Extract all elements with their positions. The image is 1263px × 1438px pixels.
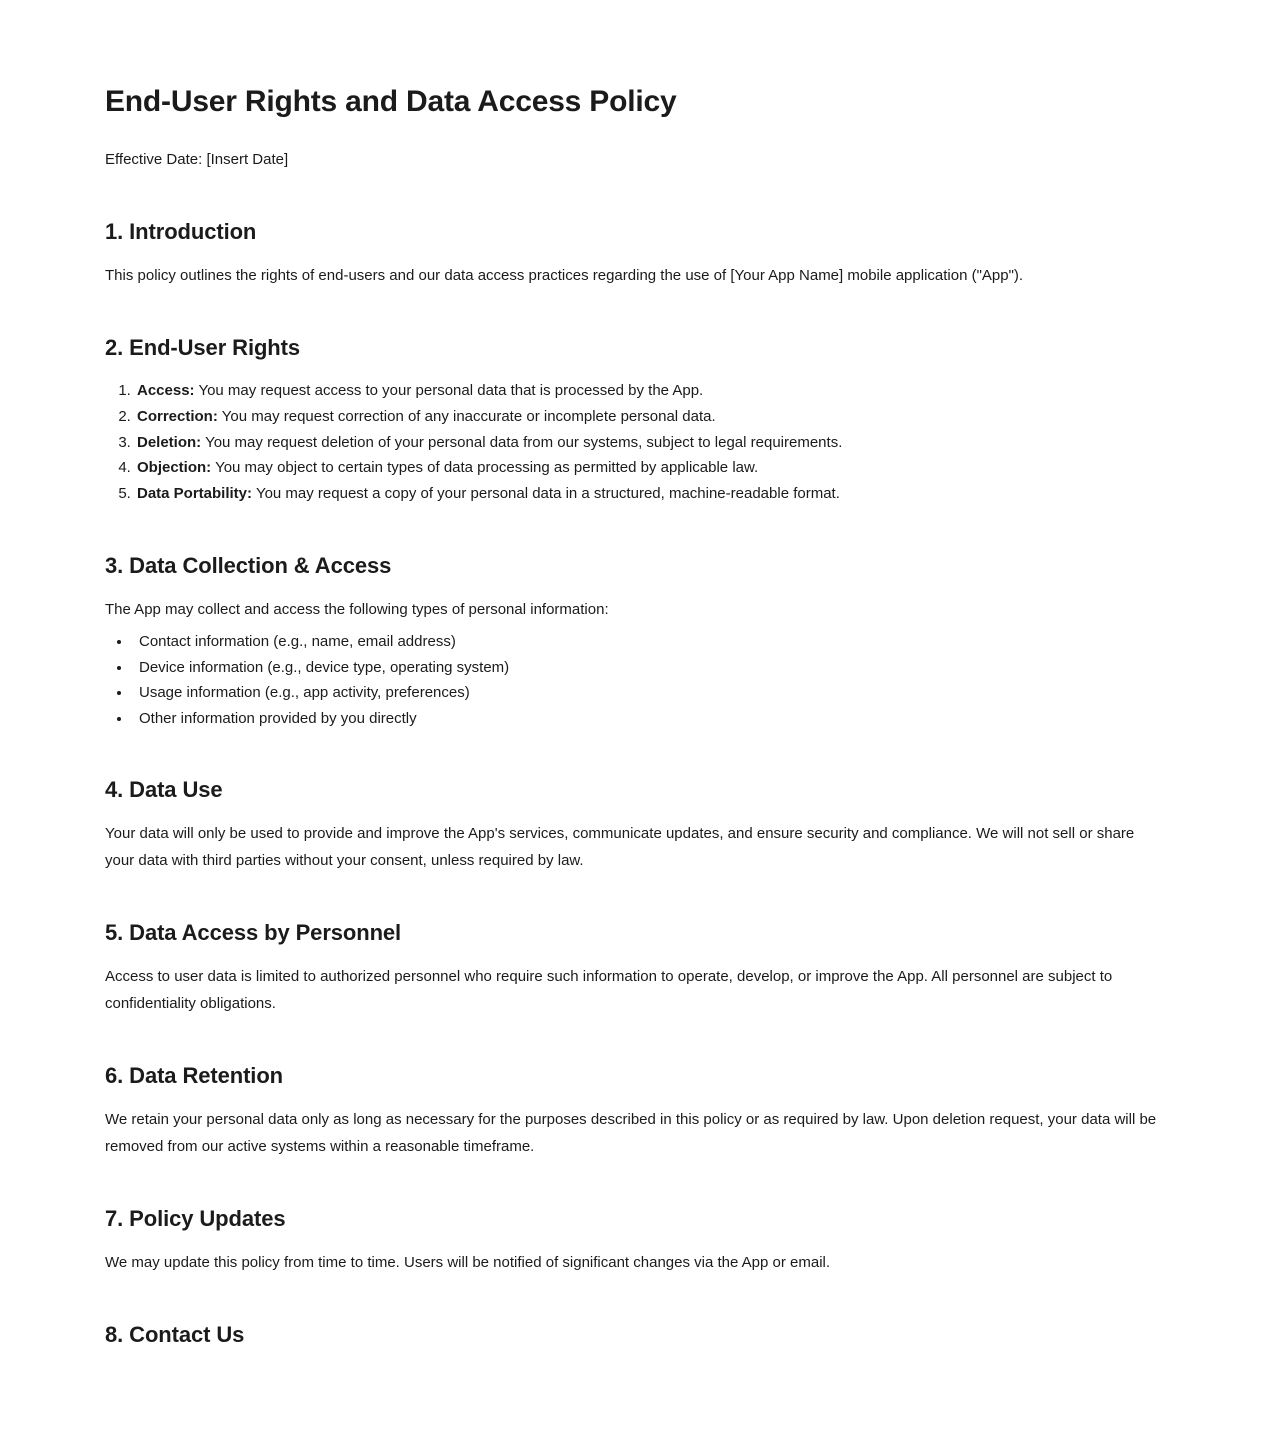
list-term: Objection: xyxy=(137,459,212,477)
paragraph-data-use: Your data will only be used to provide and improve the App's services, communicate updates, and ensure security and compliance. We will not sell or share your data with third parties without your consent, unless required by law. xyxy=(105,825,1135,870)
paragraph-data-retention: We retain your personal data only as long as necessary for the purposes described in this policy or as required by law. Upon deletion request, your data will be removed from our active systems within a reasonable timeframe. xyxy=(105,1111,1157,1156)
bullet-item: • Contact information (e.g., name, email address) xyxy=(132,629,1157,655)
list-item xyxy=(135,404,1157,430)
section-heading-data-use: 4. Data Use xyxy=(105,777,223,803)
list-term: Deletion: xyxy=(137,433,202,451)
bullet-item: • Device information (e.g., device type, operating system) xyxy=(132,655,1157,681)
section-heading-contact-us: 8. Contact Us xyxy=(105,1322,245,1348)
page-title: End-User Rights and Data Access Policy xyxy=(105,85,677,118)
paragraph-introduction: This policy outlines the rights of end-users and our data access practices regarding the use of [Your App Name] mobile application ("App"). xyxy=(105,267,1024,284)
list-text: You may request access to your personal data that is processed by the App. xyxy=(198,382,704,399)
section-heading-policy-updates: 7. Policy Updates xyxy=(105,1206,286,1232)
list-item xyxy=(135,481,1157,507)
bullet-item: • Other information provided by you directly xyxy=(132,706,1157,732)
section-heading-introduction: 1. Introduction xyxy=(105,219,257,244)
paragraph-data-access-personnel: Access to user data is limited to authorized personnel who require such information to operate, develop, or improve the App. All personnel are subject to confidentiality obligations. xyxy=(105,968,1113,1013)
list-text: You may request a copy of your personal data in a structured, machine-readable format. xyxy=(255,485,840,503)
list-item xyxy=(135,455,1157,481)
list-text: You may request deletion of your personal data from our systems, subject to legal requirements. xyxy=(205,433,843,451)
section-heading-data-access-personnel: 5. Data Access by Personnel xyxy=(105,920,402,946)
paragraph-policy-updates: We may update this policy from time to time. Users will be notified of significant changes via the App or email. xyxy=(105,1254,831,1272)
section-heading-data-collection: 3. Data Collection & Access xyxy=(105,552,392,578)
list-term: Access: xyxy=(137,382,195,399)
list-text: You may request correction of any inaccurate or incomplete personal data. xyxy=(221,407,716,425)
section-heading-end-user-rights: 2. End-User Rights xyxy=(105,335,301,360)
data-collection-bullet-list xyxy=(105,629,1157,731)
list-item xyxy=(135,430,1157,456)
section-heading-data-retention: 6. Data Retention xyxy=(105,1063,283,1089)
list-term: Correction: xyxy=(137,407,218,425)
paragraph-data-collection: The App may collect and access the following types of personal information: xyxy=(105,600,609,618)
list-item xyxy=(135,378,1157,404)
list-text: You may object to certain types of data processing as permitted by applicable law. xyxy=(215,459,759,477)
end-user-rights-list xyxy=(105,378,1157,507)
effective-date: Effective Date: [Insert Date] xyxy=(105,151,289,168)
list-term: Data Portability: xyxy=(137,485,253,503)
bullet-item: • Usage information (e.g., app activity, preferences) xyxy=(132,680,1157,706)
